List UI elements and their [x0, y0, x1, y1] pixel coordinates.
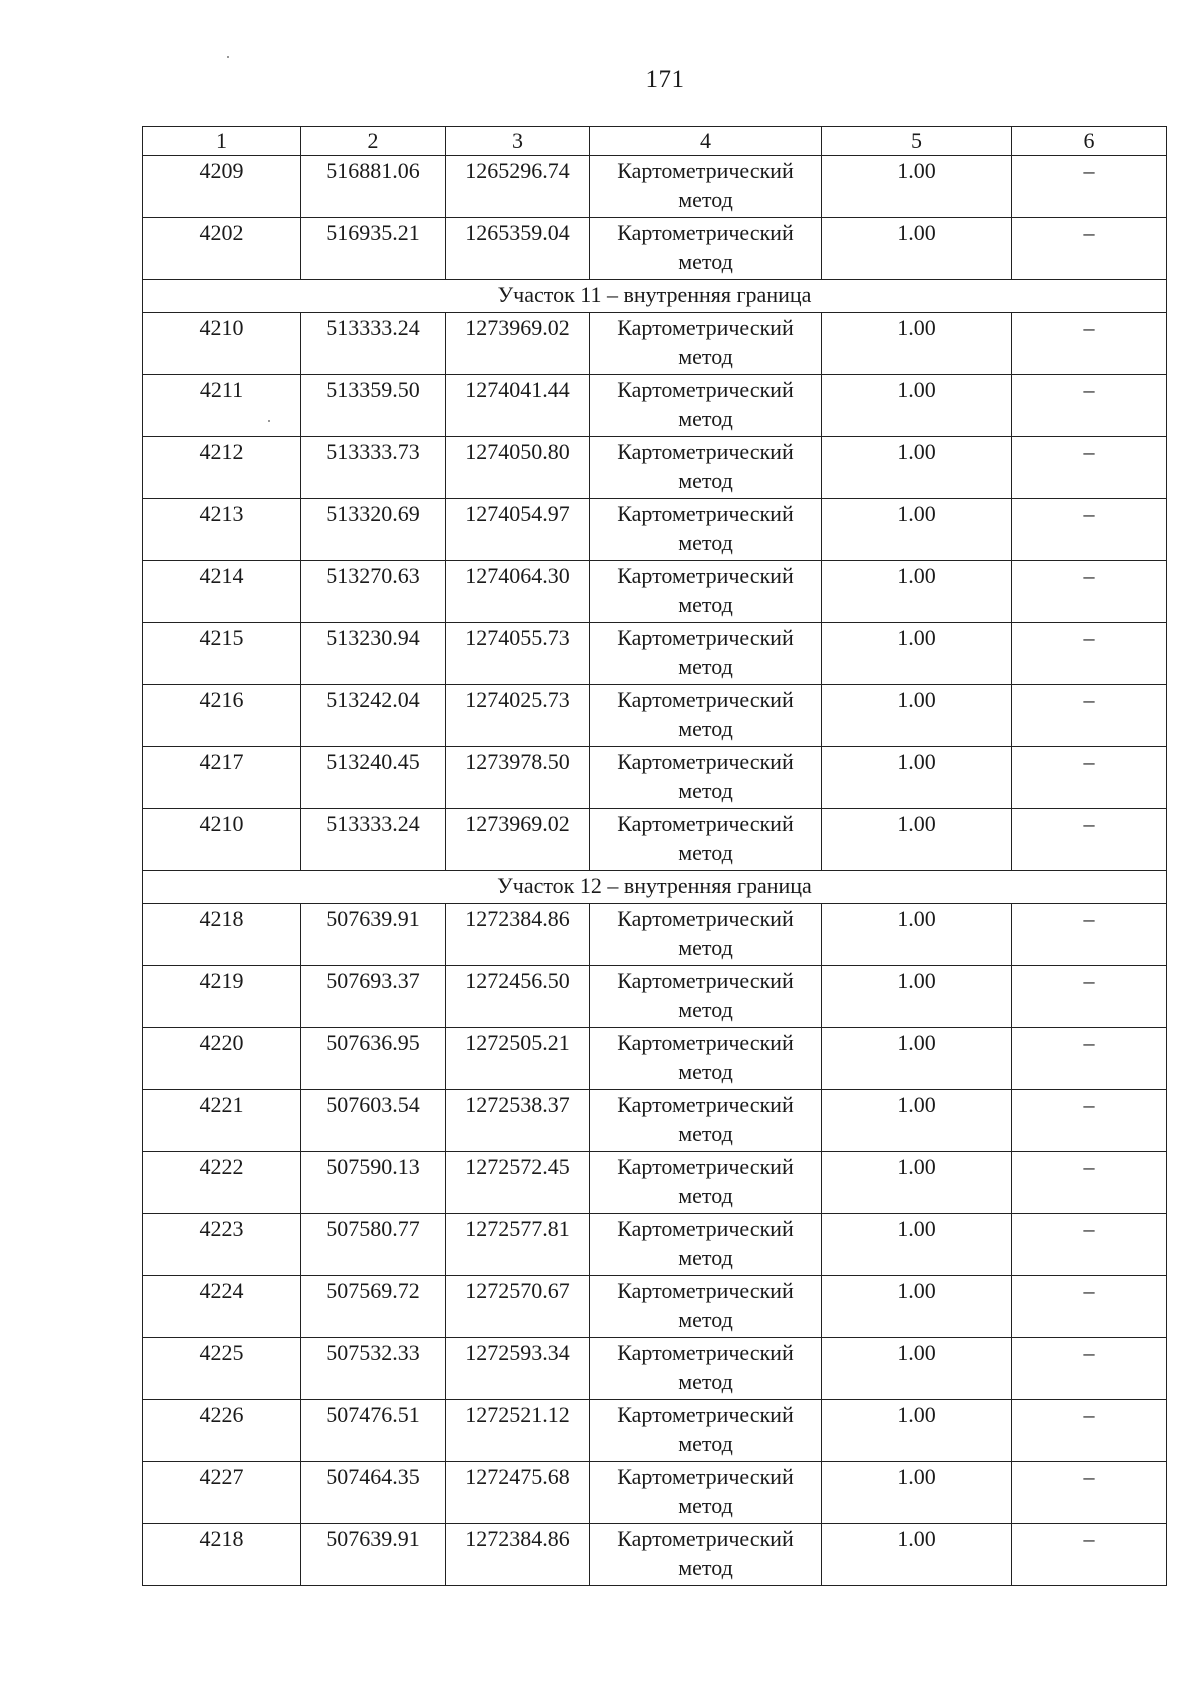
- y-coordinate-cell: 1274050.80: [446, 437, 590, 499]
- note-cell: –: [1012, 499, 1167, 561]
- method-cell: Картометрический метод: [590, 218, 822, 280]
- table-row: [143, 437, 1167, 499]
- y-coordinate-cell: 1272456.50: [446, 966, 590, 1028]
- method-cell: Картометрический метод: [590, 437, 822, 499]
- x-coordinate-cell: 513240.45: [301, 747, 446, 809]
- y-coordinate-cell: 1274025.73: [446, 685, 590, 747]
- x-coordinate-cell: 513333.24: [301, 809, 446, 871]
- x-coordinate-cell: 516881.06: [301, 156, 446, 218]
- accuracy-cell: 1.00: [822, 1524, 1012, 1586]
- x-coordinate-cell: 507693.37: [301, 966, 446, 1028]
- accuracy-cell: 1.00: [822, 437, 1012, 499]
- method-cell: Картометрический метод: [590, 1152, 822, 1214]
- point-number-cell: 4210: [143, 809, 301, 871]
- x-coordinate-cell: 513242.04: [301, 685, 446, 747]
- table-row: [143, 747, 1167, 809]
- x-coordinate-cell: 507590.13: [301, 1152, 446, 1214]
- point-number-cell: 4217: [143, 747, 301, 809]
- method-cell: Картометрический метод: [590, 747, 822, 809]
- x-coordinate-cell: 507639.91: [301, 904, 446, 966]
- note-cell: –: [1012, 375, 1167, 437]
- table-row: [143, 1400, 1167, 1462]
- note-cell: –: [1012, 156, 1167, 218]
- accuracy-cell: 1.00: [822, 375, 1012, 437]
- point-number-cell: 4220: [143, 1028, 301, 1090]
- accuracy-cell: 1.00: [822, 809, 1012, 871]
- table-row: [143, 809, 1167, 871]
- x-coordinate-cell: 513270.63: [301, 561, 446, 623]
- method-cell: Картометрический метод: [590, 685, 822, 747]
- point-number-cell: 4227: [143, 1462, 301, 1524]
- note-cell: –: [1012, 313, 1167, 375]
- method-cell: Картометрический метод: [590, 375, 822, 437]
- y-coordinate-cell: 1273969.02: [446, 313, 590, 375]
- y-coordinate-cell: 1272521.12: [446, 1400, 590, 1462]
- y-coordinate-cell: 1265296.74: [446, 156, 590, 218]
- table-row: [143, 313, 1167, 375]
- x-coordinate-cell: 513320.69: [301, 499, 446, 561]
- point-number-cell: 4219: [143, 966, 301, 1028]
- accuracy-cell: 1.00: [822, 218, 1012, 280]
- point-number-cell: 4225: [143, 1338, 301, 1400]
- table-row: [143, 1524, 1167, 1586]
- note-cell: –: [1012, 747, 1167, 809]
- y-coordinate-cell: 1272505.21: [446, 1028, 590, 1090]
- x-coordinate-cell: 507464.35: [301, 1462, 446, 1524]
- method-cell: Картометрический метод: [590, 499, 822, 561]
- accuracy-cell: 1.00: [822, 1152, 1012, 1214]
- section-heading-row: [143, 871, 1167, 904]
- column-number-4: 4: [590, 127, 822, 156]
- section-heading: Участок 12 – внутренняя граница: [143, 871, 1167, 904]
- method-cell: Картометрический метод: [590, 1028, 822, 1090]
- x-coordinate-cell: 507636.95: [301, 1028, 446, 1090]
- point-number-cell: 4210: [143, 313, 301, 375]
- point-number-cell: 4209: [143, 156, 301, 218]
- page-number: 171: [645, 66, 685, 93]
- method-cell: Картометрический метод: [590, 623, 822, 685]
- note-cell: –: [1012, 1090, 1167, 1152]
- accuracy-cell: 1.00: [822, 561, 1012, 623]
- note-cell: –: [1012, 685, 1167, 747]
- section-heading: Участок 11 – внутренняя граница: [143, 280, 1167, 313]
- point-number-cell: 4226: [143, 1400, 301, 1462]
- point-number-cell: 4222: [143, 1152, 301, 1214]
- accuracy-cell: 1.00: [822, 1214, 1012, 1276]
- point-number-cell: 4202: [143, 218, 301, 280]
- table-row: [143, 499, 1167, 561]
- note-cell: –: [1012, 1462, 1167, 1524]
- accuracy-cell: 1.00: [822, 747, 1012, 809]
- table-row: [143, 623, 1167, 685]
- table-row: [143, 375, 1167, 437]
- point-number-cell: 4223: [143, 1214, 301, 1276]
- column-number-row: [143, 127, 1167, 156]
- method-cell: Картометрический метод: [590, 156, 822, 218]
- x-coordinate-cell: 507580.77: [301, 1214, 446, 1276]
- method-cell: Картометрический метод: [590, 1214, 822, 1276]
- accuracy-cell: 1.00: [822, 156, 1012, 218]
- column-number-2: 2: [301, 127, 446, 156]
- point-number-cell: 4211: [143, 375, 301, 437]
- x-coordinate-cell: 507476.51: [301, 1400, 446, 1462]
- accuracy-cell: 1.00: [822, 499, 1012, 561]
- y-coordinate-cell: 1272475.68: [446, 1462, 590, 1524]
- y-coordinate-cell: 1265359.04: [446, 218, 590, 280]
- point-number-cell: 4221: [143, 1090, 301, 1152]
- y-coordinate-cell: 1272593.34: [446, 1338, 590, 1400]
- accuracy-cell: 1.00: [822, 1462, 1012, 1524]
- x-coordinate-cell: 513230.94: [301, 623, 446, 685]
- point-number-cell: 4218: [143, 1524, 301, 1586]
- accuracy-cell: 1.00: [822, 966, 1012, 1028]
- table-row: [143, 1276, 1167, 1338]
- accuracy-cell: 1.00: [822, 685, 1012, 747]
- note-cell: –: [1012, 1338, 1167, 1400]
- y-coordinate-cell: 1273969.02: [446, 809, 590, 871]
- accuracy-cell: 1.00: [822, 313, 1012, 375]
- method-cell: Картометрический метод: [590, 1462, 822, 1524]
- note-cell: –: [1012, 1276, 1167, 1338]
- column-number-1: 1: [143, 127, 301, 156]
- method-cell: Картометрический метод: [590, 561, 822, 623]
- x-coordinate-cell: 513359.50: [301, 375, 446, 437]
- y-coordinate-cell: 1274055.73: [446, 623, 590, 685]
- y-coordinate-cell: 1274064.30: [446, 561, 590, 623]
- x-coordinate-cell: 507603.54: [301, 1090, 446, 1152]
- note-cell: –: [1012, 623, 1167, 685]
- point-number-cell: 4218: [143, 904, 301, 966]
- x-coordinate-cell: 507639.91: [301, 1524, 446, 1586]
- method-cell: Картометрический метод: [590, 313, 822, 375]
- y-coordinate-cell: 1272384.86: [446, 904, 590, 966]
- note-cell: –: [1012, 1524, 1167, 1586]
- table-row: [143, 1090, 1167, 1152]
- accuracy-cell: 1.00: [822, 1028, 1012, 1090]
- accuracy-cell: 1.00: [822, 1338, 1012, 1400]
- note-cell: –: [1012, 1152, 1167, 1214]
- note-cell: –: [1012, 561, 1167, 623]
- table-row: [143, 685, 1167, 747]
- table-row: [143, 904, 1167, 966]
- coordinates-table: [142, 126, 1167, 1586]
- x-coordinate-cell: 513333.24: [301, 313, 446, 375]
- y-coordinate-cell: 1274041.44: [446, 375, 590, 437]
- point-number-cell: 4215: [143, 623, 301, 685]
- x-coordinate-cell: 516935.21: [301, 218, 446, 280]
- method-cell: Картометрический метод: [590, 809, 822, 871]
- x-coordinate-cell: 513333.73: [301, 437, 446, 499]
- y-coordinate-cell: 1272538.37: [446, 1090, 590, 1152]
- table-row: [143, 1028, 1167, 1090]
- coordinates-table-body: [143, 127, 1167, 1586]
- table-row: [143, 561, 1167, 623]
- method-cell: Картометрический метод: [590, 1338, 822, 1400]
- method-cell: Картометрический метод: [590, 1276, 822, 1338]
- column-number-5: 5: [822, 127, 1012, 156]
- method-cell: Картометрический метод: [590, 966, 822, 1028]
- y-coordinate-cell: 1272572.45: [446, 1152, 590, 1214]
- method-cell: Картометрический метод: [590, 1090, 822, 1152]
- table-row: [143, 1152, 1167, 1214]
- note-cell: –: [1012, 1400, 1167, 1462]
- note-cell: –: [1012, 966, 1167, 1028]
- note-cell: –: [1012, 1214, 1167, 1276]
- method-cell: Картометрический метод: [590, 1524, 822, 1586]
- table-row: [143, 1214, 1167, 1276]
- y-coordinate-cell: 1272570.67: [446, 1276, 590, 1338]
- accuracy-cell: 1.00: [822, 623, 1012, 685]
- y-coordinate-cell: 1272577.81: [446, 1214, 590, 1276]
- note-cell: –: [1012, 809, 1167, 871]
- note-cell: –: [1012, 218, 1167, 280]
- table-row: [143, 966, 1167, 1028]
- x-coordinate-cell: 507532.33: [301, 1338, 446, 1400]
- point-number-cell: 4212: [143, 437, 301, 499]
- table-row: [143, 218, 1167, 280]
- x-coordinate-cell: 507569.72: [301, 1276, 446, 1338]
- note-cell: –: [1012, 904, 1167, 966]
- point-number-cell: 4216: [143, 685, 301, 747]
- column-number-6: 6: [1012, 127, 1167, 156]
- y-coordinate-cell: 1273978.50: [446, 747, 590, 809]
- method-cell: Картометрический метод: [590, 1400, 822, 1462]
- accuracy-cell: 1.00: [822, 904, 1012, 966]
- method-cell: Картометрический метод: [590, 904, 822, 966]
- table-row: [143, 156, 1167, 218]
- y-coordinate-cell: 1274054.97: [446, 499, 590, 561]
- point-number-cell: 4214: [143, 561, 301, 623]
- accuracy-cell: 1.00: [822, 1276, 1012, 1338]
- note-cell: –: [1012, 1028, 1167, 1090]
- scan-speck: [227, 56, 229, 58]
- accuracy-cell: 1.00: [822, 1090, 1012, 1152]
- accuracy-cell: 1.00: [822, 1400, 1012, 1462]
- point-number-cell: 4224: [143, 1276, 301, 1338]
- table-row: [143, 1338, 1167, 1400]
- section-heading-row: [143, 280, 1167, 313]
- point-number-cell: 4213: [143, 499, 301, 561]
- table-row: [143, 1462, 1167, 1524]
- y-coordinate-cell: 1272384.86: [446, 1524, 590, 1586]
- column-number-3: 3: [446, 127, 590, 156]
- note-cell: –: [1012, 437, 1167, 499]
